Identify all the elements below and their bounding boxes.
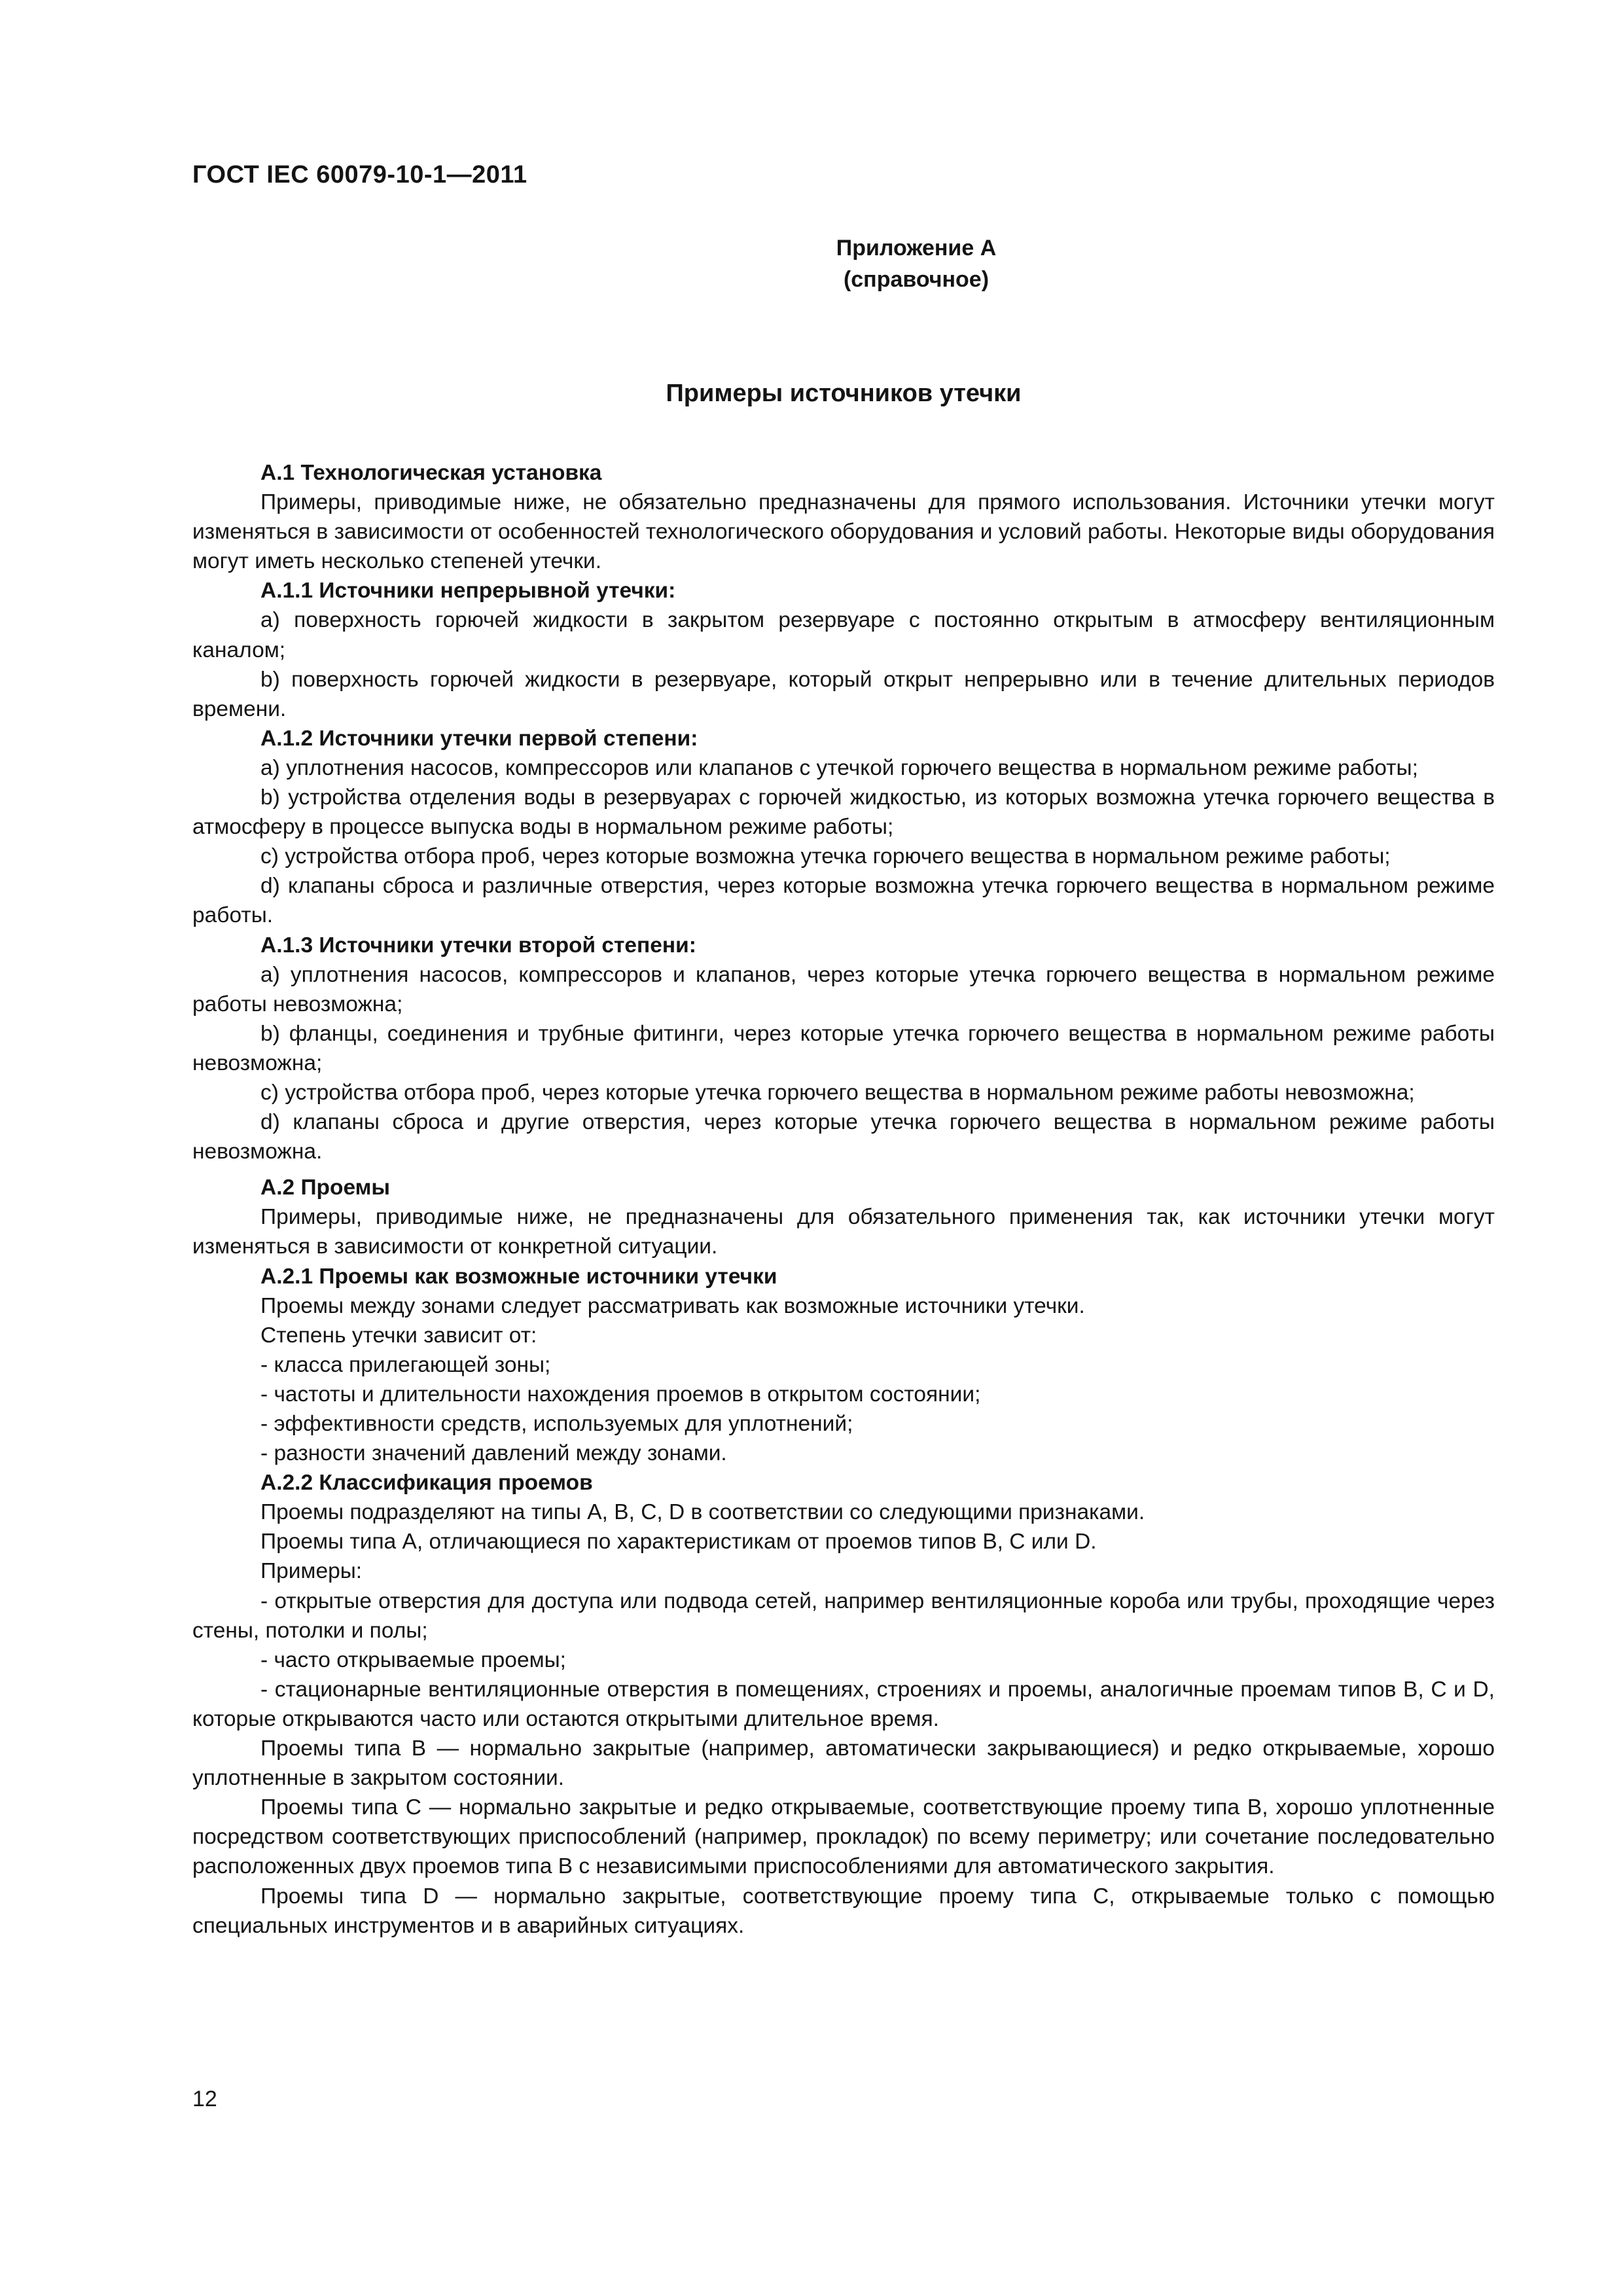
list-item: а) поверхность горючей жидкости в закрытом резервуаре с постоянно открытым в атмосферу вентиляционным каналом; xyxy=(192,608,1495,662)
subsection-heading-a22: А.2.2 Классификация проемов xyxy=(260,1471,593,1496)
list-item: а) уплотнения насосов, компрессоров и клапанов, через которые утечка горючего вещества в нормальном режиме работы невозможна; xyxy=(192,962,1495,1016)
list-item: d) клапаны сброса и другие отверстия, через которые утечка горючего вещества в нормальном режиме работы невозможна. xyxy=(192,1110,1495,1164)
paragraph: Проемы подразделяют на типы А, В, С, D в соответствии со следующими признаками. xyxy=(260,1500,1145,1525)
list-item: - эффективности средств, используемых для уплотнений; xyxy=(260,1412,853,1436)
list-item: - открытые отверстия для доступа или подвода сетей, например вентиляционные короба или трубы, проходящие через стены, потолки и полы; xyxy=(192,1588,1495,1643)
paragraph: Примеры, приводимые ниже, не предназначены для обязательного применения так, как источники утечки могут изменяться в зависимости от конкретной ситуации. xyxy=(192,1205,1495,1259)
appendix-label-block xyxy=(707,232,1126,295)
paragraph: Проемы типа А, отличающиеся по характеристикам от проемов типов В, С или D. xyxy=(260,1530,1097,1554)
paragraph: Проемы типа D — нормально закрытые, соответствующие проему типа С, открываемые только с помощью специальных инструментов и в аварийных ситуациях. xyxy=(192,1884,1495,1938)
paragraph: Проемы типа С — нормально закрытые и редко открываемые, соответствующие проему типа В, хорошо уплотненные посредством соответствующих приспособлений (например, прокладок) по всему периметру; или сочетание последовательно расположенных двух проемов типа В с независимыми приспособлениями для автоматического закрытия. xyxy=(192,1795,1495,1879)
page-title: Примеры источников утечки xyxy=(666,380,1022,407)
paragraph: Проемы между зонами следует рассматривать как возможные источники утечки. xyxy=(260,1293,1085,1318)
appendix-label: Приложение А xyxy=(836,236,997,260)
list-item: b) устройства отделения воды в резервуарах с горючей жидкостью, из которых возможна утечка горючего вещества в атмосферу в процессе выпуска воды в нормальном режиме работы; xyxy=(192,785,1495,840)
list-item: - частоты и длительности нахождения проемов в открытом состоянии; xyxy=(260,1382,981,1407)
paragraph: Примеры, приводимые ниже, не обязательно предназначены для прямого использования. Источники утечки могут изменяться в зависимости от особенностей технологического оборудования и условий работы. Некоторые виды оборудования могут иметь несколько степеней утечки. xyxy=(192,490,1495,574)
paragraph: Примеры: xyxy=(260,1559,363,1584)
list-item: b) поверхность горючей жидкости в резервуаре, который открыт непрерывно или в течение длительных периодов времени. xyxy=(192,667,1495,721)
list-item: b) фланцы, соединения и трубные фитинги, через которые утечка горючего вещества в нормальном режиме работы невозможна; xyxy=(192,1021,1495,1075)
list-item: - стационарные вентиляционные отверстия в помещениях, строениях и проемы, аналогичные проемам типов В, С и D, которые открываются часто или остаются открытыми длительное время. xyxy=(192,1677,1495,1731)
subsection-heading-a11: А.1.1 Источники непрерывной утечки: xyxy=(260,579,676,603)
list-item: а) уплотнения насосов, компрессоров или клапанов с утечкой горючего вещества в нормальном режиме работы; xyxy=(260,755,1418,780)
list-item: с) устройства отбора проб, через которые утечка горючего вещества в нормальном режиме работы невозможна; xyxy=(260,1080,1415,1105)
document-body xyxy=(192,458,1495,1941)
subsection-heading-a21: А.2.1 Проемы как возможные источники утечки xyxy=(260,1264,777,1289)
subsection-heading-a13: А.1.3 Источники утечки второй степени: xyxy=(260,933,696,958)
paragraph: Степень утечки зависит от: xyxy=(260,1323,537,1348)
list-item: - класса прилегающей зоны; xyxy=(260,1352,551,1377)
subsection-heading-a12: А.1.2 Источники утечки первой степени: xyxy=(260,726,698,751)
section-heading-a1: А.1 Технологическая установка xyxy=(260,461,602,485)
paragraph: Проемы типа В — нормально закрытые (например, автоматически закрывающиеся) и редко открываемые, хорошо уплотненные в закрытом состоянии. xyxy=(192,1736,1495,1791)
list-item: - часто открываемые проемы; xyxy=(260,1647,566,1672)
list-item: d) клапаны сброса и различные отверстия, через которые возможна утечка горючего вещества в нормальном режиме работы. xyxy=(192,874,1495,928)
list-item: с) устройства отбора проб, через которые возможна утечка горючего вещества в нормальном режиме работы; xyxy=(260,844,1391,869)
list-item: - разности значений давлений между зонами. xyxy=(260,1441,727,1466)
page-number: 12 xyxy=(192,2087,217,2111)
section-heading-a2: А.2 Проемы xyxy=(260,1175,391,1200)
appendix-type: (справочное) xyxy=(843,267,990,292)
standard-header: ГОСТ IEC 60079-10-1—2011 xyxy=(192,161,527,188)
